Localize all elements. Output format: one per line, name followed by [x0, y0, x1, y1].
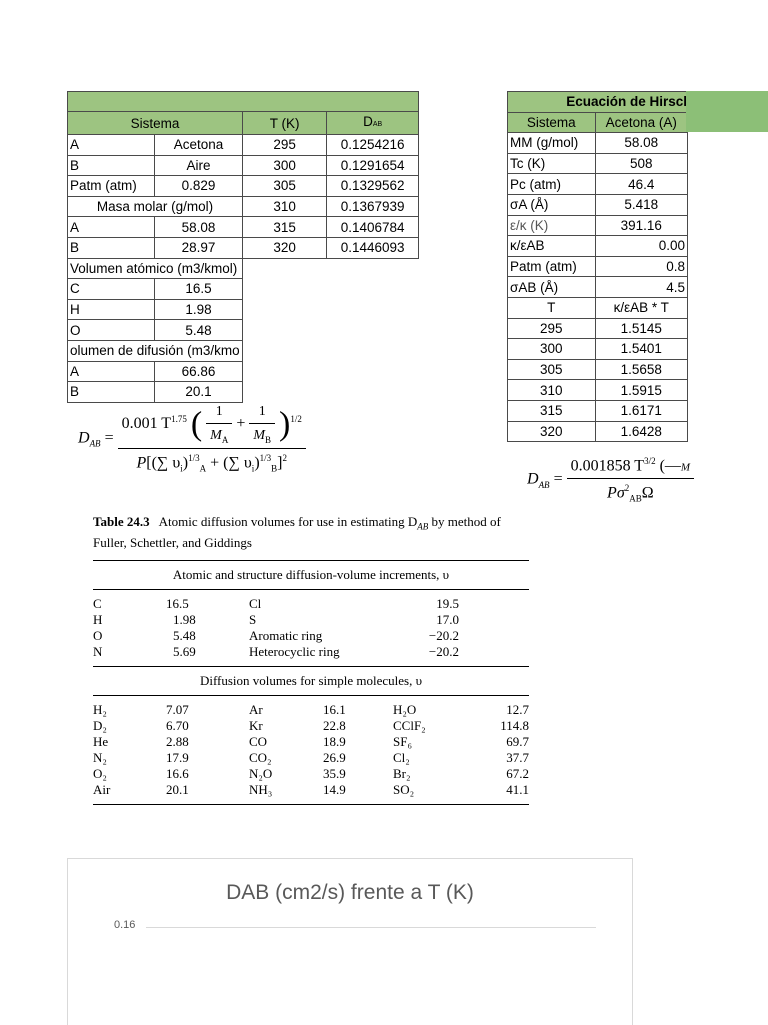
y-axis-tick-label: 0.16 [114, 919, 136, 931]
table-row: He 2.88 CO 18.9 SF₆ 69.7 [93, 733, 529, 749]
col-header-acetona: Acetona (A) [595, 112, 687, 133]
cell: A [68, 217, 155, 238]
cell: MM (g/mol) [508, 133, 596, 154]
table-row [68, 196, 419, 217]
col-header-sistema: Sistema [508, 112, 596, 133]
cell: 0.1329562 [327, 176, 419, 197]
cell: 0.1367939 [327, 196, 419, 217]
cell: Aire [154, 155, 242, 176]
table-row [508, 215, 688, 236]
atomic-volumes-table [93, 596, 529, 660]
cell: 0.1291654 [327, 155, 419, 176]
cell: Masa molar (g/mol) [68, 196, 243, 217]
table-row: H₂ 7.07 Ar 16.1 H₂O 12.7 [93, 701, 529, 717]
table-row [508, 174, 688, 195]
table-row [68, 340, 419, 361]
table-row [508, 339, 688, 360]
cell: 508 [595, 153, 687, 174]
cell: 315 [508, 400, 596, 421]
table-row [508, 277, 688, 298]
table-row [68, 135, 419, 156]
table-row [508, 421, 688, 442]
cell: ε/κ (K) [508, 215, 596, 236]
cell: Tc (K) [508, 153, 596, 174]
table-row [508, 318, 688, 339]
cell: 305 [242, 176, 326, 197]
cell: 28.97 [154, 237, 242, 258]
cell: B [68, 155, 155, 176]
col-header-dab: DAB [327, 112, 419, 135]
cell: C [68, 279, 155, 300]
cell: 300 [508, 339, 596, 360]
table-row [68, 155, 419, 176]
table-row: C 16.5 Cl 19.5 [93, 595, 459, 611]
cell: 310 [242, 196, 326, 217]
table-caption: Table 24.3 Atomic diffusion volumes for use in estimating $D_{AB}$ by method of Fuller, Schettler, and Giddings [93, 514, 501, 550]
cell: 295 [508, 318, 596, 339]
left-table-green-header [68, 92, 419, 112]
table-row [68, 320, 419, 341]
table-row [68, 382, 419, 403]
cell: B [68, 382, 155, 403]
fuller-formula: $D_{AB}$ = 0.001 $T^{1.75}$ ( $\frac{1}{M_A}$ + $\frac{1}{M_B}$ )$^{1/2}$ P[(∑ $\upsilon_i)^{1/3}_A$ + (∑ $\upsilon_i)^{1/3}_B]^2$ [78, 404, 306, 473]
cell: 66.86 [154, 361, 242, 382]
table-row [508, 133, 688, 154]
cell: O [68, 320, 155, 341]
cell: Patm (atm) [68, 176, 155, 197]
col-header-t: T (K) [242, 112, 326, 135]
table-24-3 [93, 514, 529, 805]
cell: 1.6428 [595, 421, 687, 442]
table-row [508, 194, 688, 215]
cell: Acetona [154, 135, 242, 156]
cell: κ/εAB [508, 236, 596, 257]
left-data-table [67, 91, 419, 403]
gridline [146, 927, 596, 928]
section-header: Diffusion volumes for simple molecules, υ [199, 672, 423, 688]
table-row [68, 299, 419, 320]
cell: 58.08 [154, 217, 242, 238]
table-row [508, 236, 688, 257]
cell: 5.418 [595, 194, 687, 215]
cell: 1.5915 [595, 380, 687, 401]
cell: 315 [242, 217, 326, 238]
cell: 310 [508, 380, 596, 401]
cell: 16.5 [154, 279, 242, 300]
cell: 0.8 [595, 256, 687, 277]
table-row [68, 279, 419, 300]
cell: 1.5145 [595, 318, 687, 339]
col-header-kappa-t: κ/εAB * T [595, 297, 687, 318]
cell: σA (Å) [508, 194, 596, 215]
cell: 0.1254216 [327, 135, 419, 156]
cell: 320 [242, 237, 326, 258]
cell: 305 [508, 359, 596, 380]
cell: 300 [242, 155, 326, 176]
cell: σAB (Å) [508, 277, 596, 298]
chart-area[interactable] [67, 858, 633, 1025]
cell: 46.4 [595, 174, 687, 195]
table-row: O₂ 16.6 N₂O 35.9 Br₂ 67.2 [93, 765, 529, 781]
table-row [68, 237, 419, 258]
cell: A [68, 135, 155, 156]
cell: 0.00 [595, 236, 687, 257]
cell: 295 [242, 135, 326, 156]
cell: 0.1406784 [327, 217, 419, 238]
table-row [508, 359, 688, 380]
cell: 0.829 [154, 176, 242, 197]
cell: olumen de difusión (m3/kmo [68, 340, 243, 361]
table-row: N₂ 17.9 CO₂ 26.9 Cl₂ 37.7 [93, 749, 529, 765]
table-row [508, 297, 688, 318]
cell: Pc (atm) [508, 174, 596, 195]
cell: 391.16 [595, 215, 687, 236]
col-header-t: T [508, 297, 596, 318]
table-row: N 5.69 Heterocyclic ring −20.2 [93, 643, 459, 659]
molecule-volumes-table [93, 702, 529, 798]
table-row [508, 400, 688, 421]
table-row [508, 256, 688, 277]
table-row [68, 176, 419, 197]
section-header: Atomic and structure diffusion-volume increments, υ [172, 566, 450, 582]
cell: 5.48 [154, 320, 242, 341]
cell: 1.5658 [595, 359, 687, 380]
col-header-sistema: Sistema [68, 112, 243, 135]
cell: A [68, 361, 155, 382]
cell: 1.6171 [595, 400, 687, 421]
right-data-table [507, 91, 688, 442]
cell: 0.1446093 [327, 237, 419, 258]
cell: 320 [508, 421, 596, 442]
cell: H [68, 299, 155, 320]
table-row: D₂ 6.70 Kr 22.8 CClF₂ 114.8 [93, 717, 529, 733]
table-row [508, 380, 688, 401]
cell: Volumen atómico (m3/kmol) [68, 258, 243, 279]
cell: 58.08 [595, 133, 687, 154]
cell: 1.5401 [595, 339, 687, 360]
table-row [68, 258, 419, 279]
green-selection-block [686, 91, 768, 132]
table-row [68, 217, 419, 238]
cell: 20.1 [154, 382, 242, 403]
hirsch-formula: $D_{AB}$ = $\frac{0.001858 T^{3/2} (—M}{P\sigma^2_{AB}\Omega}$ [527, 456, 768, 504]
table-row: O 5.48 Aromatic ring −20.2 [93, 627, 459, 643]
table-row [508, 153, 688, 174]
cell: 4.5 [595, 277, 687, 298]
table-row: H 1.98 S 17.0 [93, 611, 459, 627]
table-row [68, 361, 419, 382]
cell: B [68, 237, 155, 258]
cell: 1.98 [154, 299, 242, 320]
chart-title: DAB (cm2/s) frente a T (K) [226, 881, 474, 904]
hirsch-title: Ecuación de Hirscl [508, 92, 688, 113]
cell: Patm (atm) [508, 256, 596, 277]
table-row: Air 20.1 NH₃ 14.9 SO₂ 41.1 [93, 781, 529, 797]
